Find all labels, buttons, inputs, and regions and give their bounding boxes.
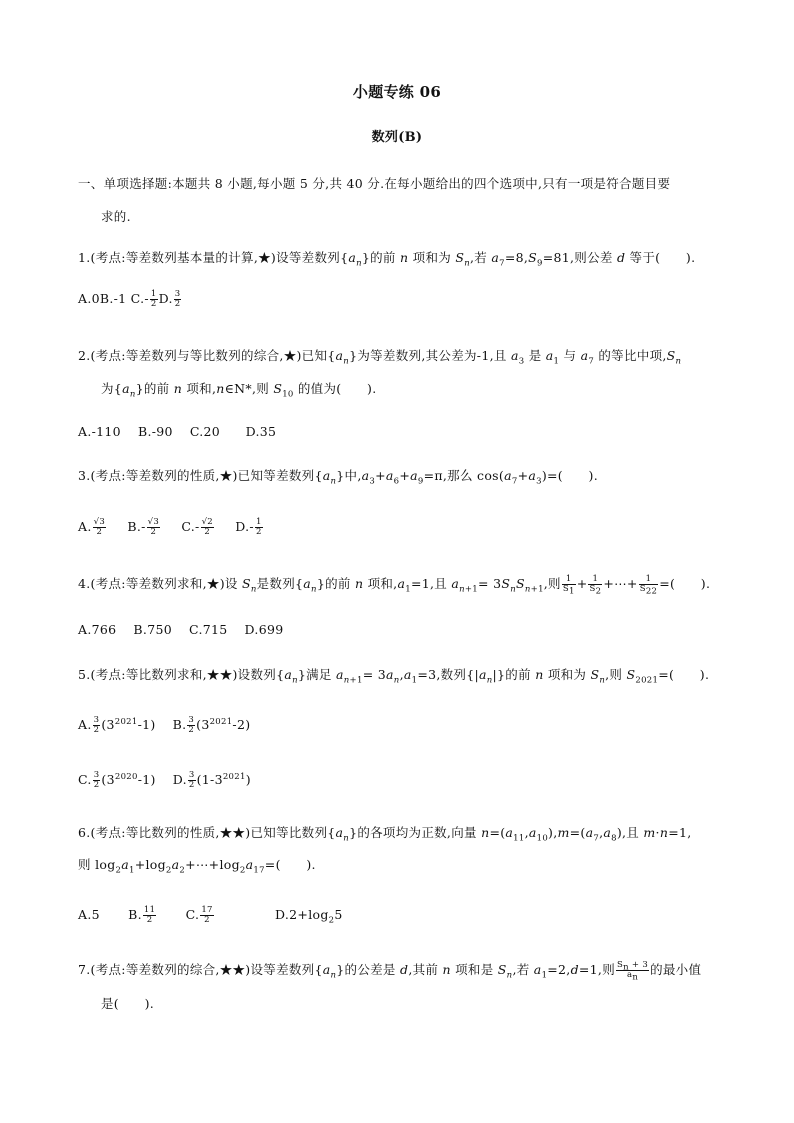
- page-subtitle: 数列(B): [371, 130, 423, 145]
- question-6-stem-line2: 则 $\log_2a_1+\log_2a_2+\cdots+\log_2a_{17}=$( ).: [78, 857, 316, 876]
- question-7-stem-line2: 是( ).: [101, 996, 155, 1011]
- question-2-options: A.-110 B.-90 C.20 D.35: [78, 424, 277, 439]
- question-7-stem-line1: 7.(考点:等差数列的综合,★★)设等差数列$\{a_n\}$的公差是 d,其前 n 项和是 $S_n$,若 $a_1=2,d=1$,则 $\frac{S_n + 3}{a_n}$ 的最小值: [78, 960, 702, 983]
- question-5-options-ab: A. $\frac{3}{2}$ $(3^{2021}-1)$ B. $\frac{3}{2}$ $(3^{2021}-2)$: [78, 715, 251, 735]
- question-1-stem: 1.(考点:等差数列基本量的计算,★)设等差数列$\{a_n\}$的前 n 项和为 $S_n$,若 $a_7=8,S_9=81$,则公差 d 等于( ).: [78, 250, 696, 269]
- question-5-options-cd: C. $\frac{3}{2}$ $(3^{2020}-1)$ D. $\frac{3}{2}$ $(1-3^{2021})$: [78, 770, 251, 790]
- question-4-stem: 4.(考点:等差数列求和,★)设 $S_n$是数列$\{a_n\}$的前 n 项和$,a_1=1$,且 $a_{n+1}= 3S_nS_{n+1}$,则 $\frac{1}{S_1}$ + $\frac{1}{S_2}$ +⋯+ $\frac{1}{S_{22}}$ =( ).: [78, 574, 711, 597]
- question-2-stem-line1: 2.(考点:等差数列与等比数列的综合,★)已知$\{a_n\}$为等差数列,其公差为-1,且 $a_3$ 是 $a_1$ 与 $a_7$ 的等比中项$,S_n$: [78, 348, 682, 367]
- section-heading-line2: 求的.: [101, 209, 131, 224]
- question-3-stem: 3.(考点:等差数列的性质,★)已知等差数列$\{a_n\}$中$,a_3+a_6+a_9=\pi$,那么 $\cos(a_7+a_3)=$( ).: [78, 468, 599, 487]
- section-heading-line1: 一、单项选择题:本题共 8 小题,每小题 5 分,共 40 分.在每小题给出的四个选项中,只有一项是符合题目要: [78, 176, 671, 191]
- question-2-stem-line2: 为$\{a_n\}$的前 n 项和,n∈N*,则 $S_{10}$ 的值为( ).: [101, 381, 377, 400]
- question-5-stem: 5.(考点:等比数列求和,★★)设数列$\{a_n\}$满足 $a_{n+1}= 3a_n,a_1=3$,数列$\{|a_n|\}$的前 n 项和为 $S_n$,则 $S_{2021}=$( ).: [78, 667, 710, 686]
- question-1-options: A.0B.-1 C.- $\frac{1}{2}$ D. $\frac{3}{2}$: [78, 289, 181, 309]
- question-3-options: A. $\frac{√3}{2}$ B.- $\frac{√3}{2}$ C.- $\frac{√2}{2}$ D.- $\frac{1}{2}$: [78, 517, 262, 537]
- question-6-stem-line1: 6.(考点:等比数列的性质,★★)已知等比数列$\{a_n\}$的各项均为正数,向量 $n=(a_{11},a_{10}),m=(a_7,a_8)$,且 m·n=1,: [78, 825, 692, 844]
- question-6-options: A.5 B. $\frac{11}{2}$ C. $\frac{17}{2}$ $D.2+\log_25$: [78, 905, 343, 926]
- page-title: 小题专练 06: [352, 83, 442, 101]
- question-4-options: A.766 B.750 C.715 D.699: [78, 622, 284, 637]
